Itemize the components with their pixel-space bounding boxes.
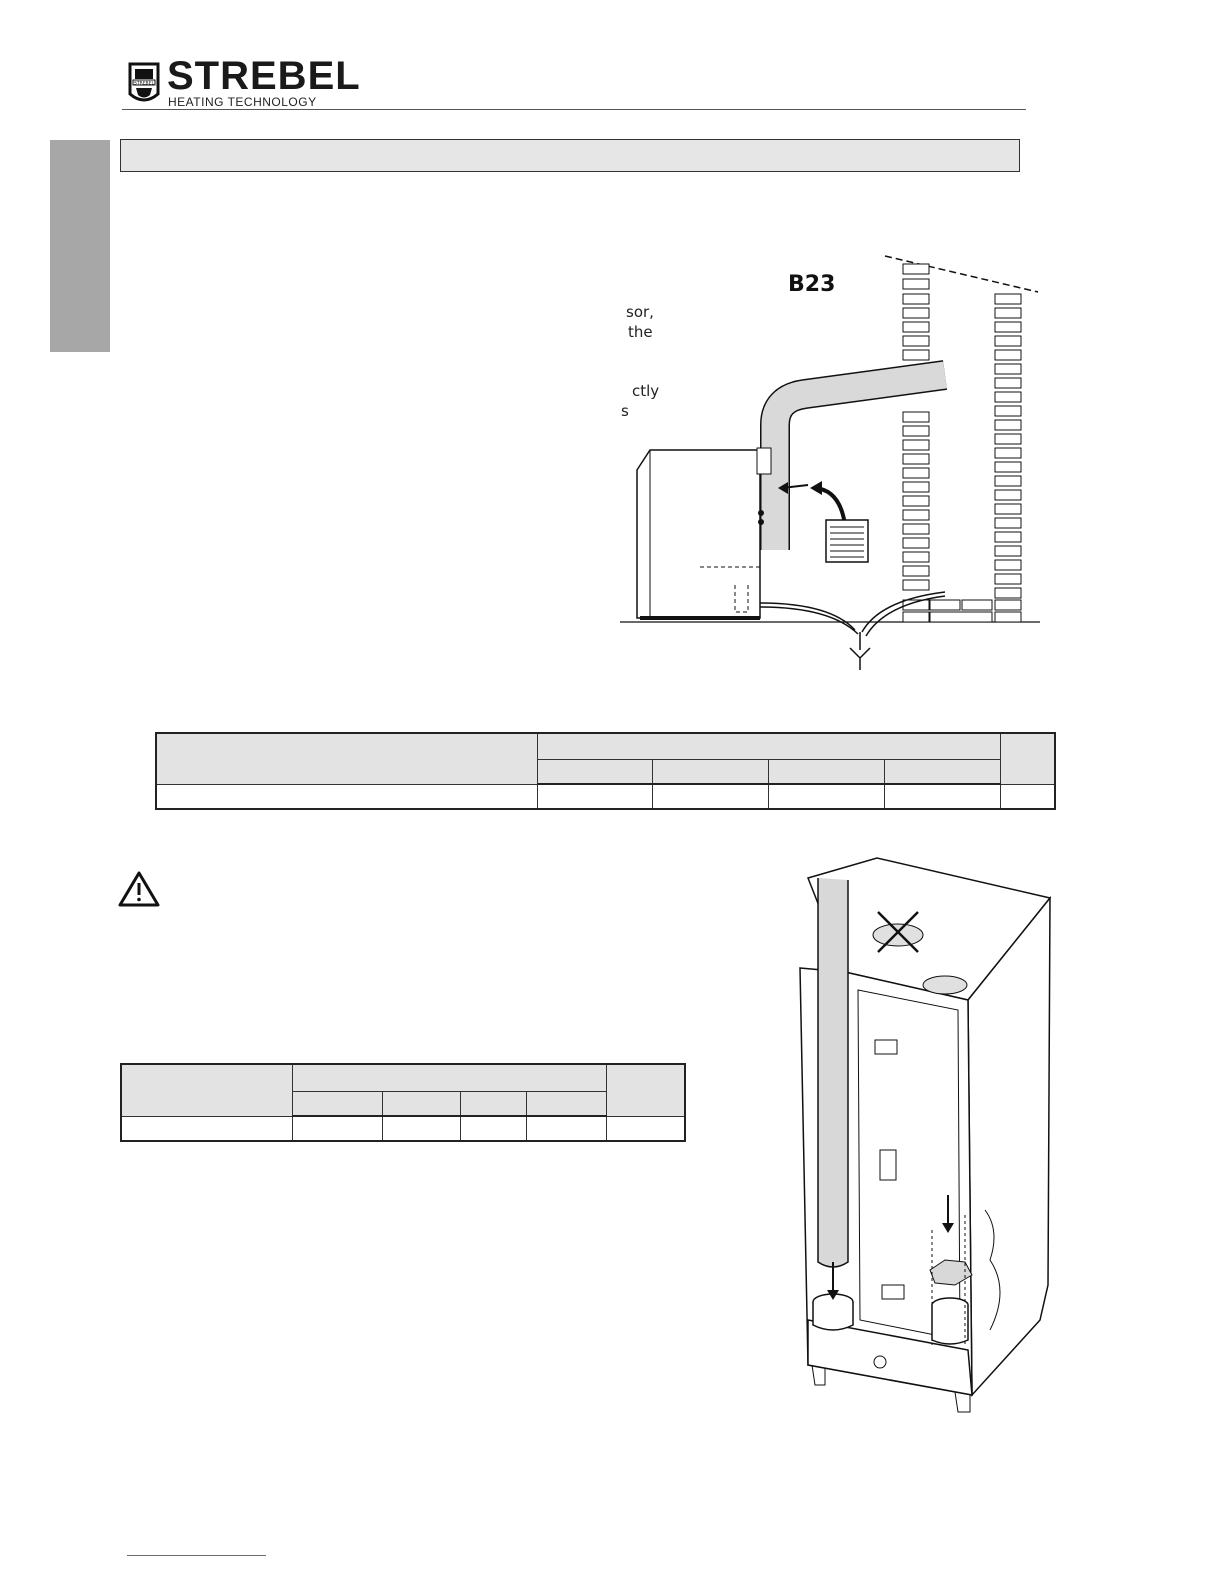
boiler-flue-connection-diagram [790, 850, 1060, 1420]
clipped-text-line-1: sor, [626, 303, 654, 321]
clipped-text-line-3: ctly [632, 382, 660, 400]
data-table-1 [155, 732, 1056, 810]
logo-text: STREBEL [133, 81, 155, 87]
table2-col-3 [461, 1091, 527, 1116]
table2-col-1 [292, 1091, 382, 1116]
table2-cell [292, 1116, 382, 1141]
warning-icon [118, 871, 160, 907]
table2-cell-last [606, 1116, 685, 1141]
table2-row-header [121, 1064, 292, 1116]
brand-tagline: HEATING TECHNOLOGY [168, 95, 317, 109]
table2-last-header [606, 1064, 685, 1116]
data-table-2 [120, 1063, 686, 1142]
b23-figure-label: B23 [788, 272, 836, 297]
footer-link-underline[interactable] [127, 1555, 266, 1556]
table1-col-4 [884, 759, 1000, 784]
table1-row-label [156, 784, 537, 809]
section-title-bar [120, 139, 1020, 172]
table2-col-2 [382, 1091, 461, 1116]
table1-row-header [156, 733, 537, 784]
brand-name: STREBEL [167, 54, 361, 98]
b23-installation-diagram [615, 245, 1045, 675]
table1-col-3 [769, 759, 885, 784]
table2-group-header [292, 1064, 606, 1091]
table1-cell [653, 784, 769, 809]
table1-cell [537, 784, 653, 809]
clipped-text-line-4: s [621, 402, 629, 420]
table1-col-2 [653, 759, 769, 784]
table1-col-1 [537, 759, 653, 784]
strebel-logo-icon [128, 60, 160, 108]
table1-cell-last [1000, 784, 1055, 809]
table1-last-header [1000, 733, 1055, 784]
header-divider [122, 109, 1026, 110]
table1-group-header [537, 733, 1000, 759]
table2-col-4 [527, 1091, 607, 1116]
table2-cell [461, 1116, 527, 1141]
table1-cell [884, 784, 1000, 809]
table2-row-label [121, 1116, 292, 1141]
table1-cell [769, 784, 885, 809]
clipped-text-line-2: the [628, 323, 653, 341]
side-language-tab [50, 140, 110, 352]
table2-cell [527, 1116, 607, 1141]
table2-cell [382, 1116, 461, 1141]
